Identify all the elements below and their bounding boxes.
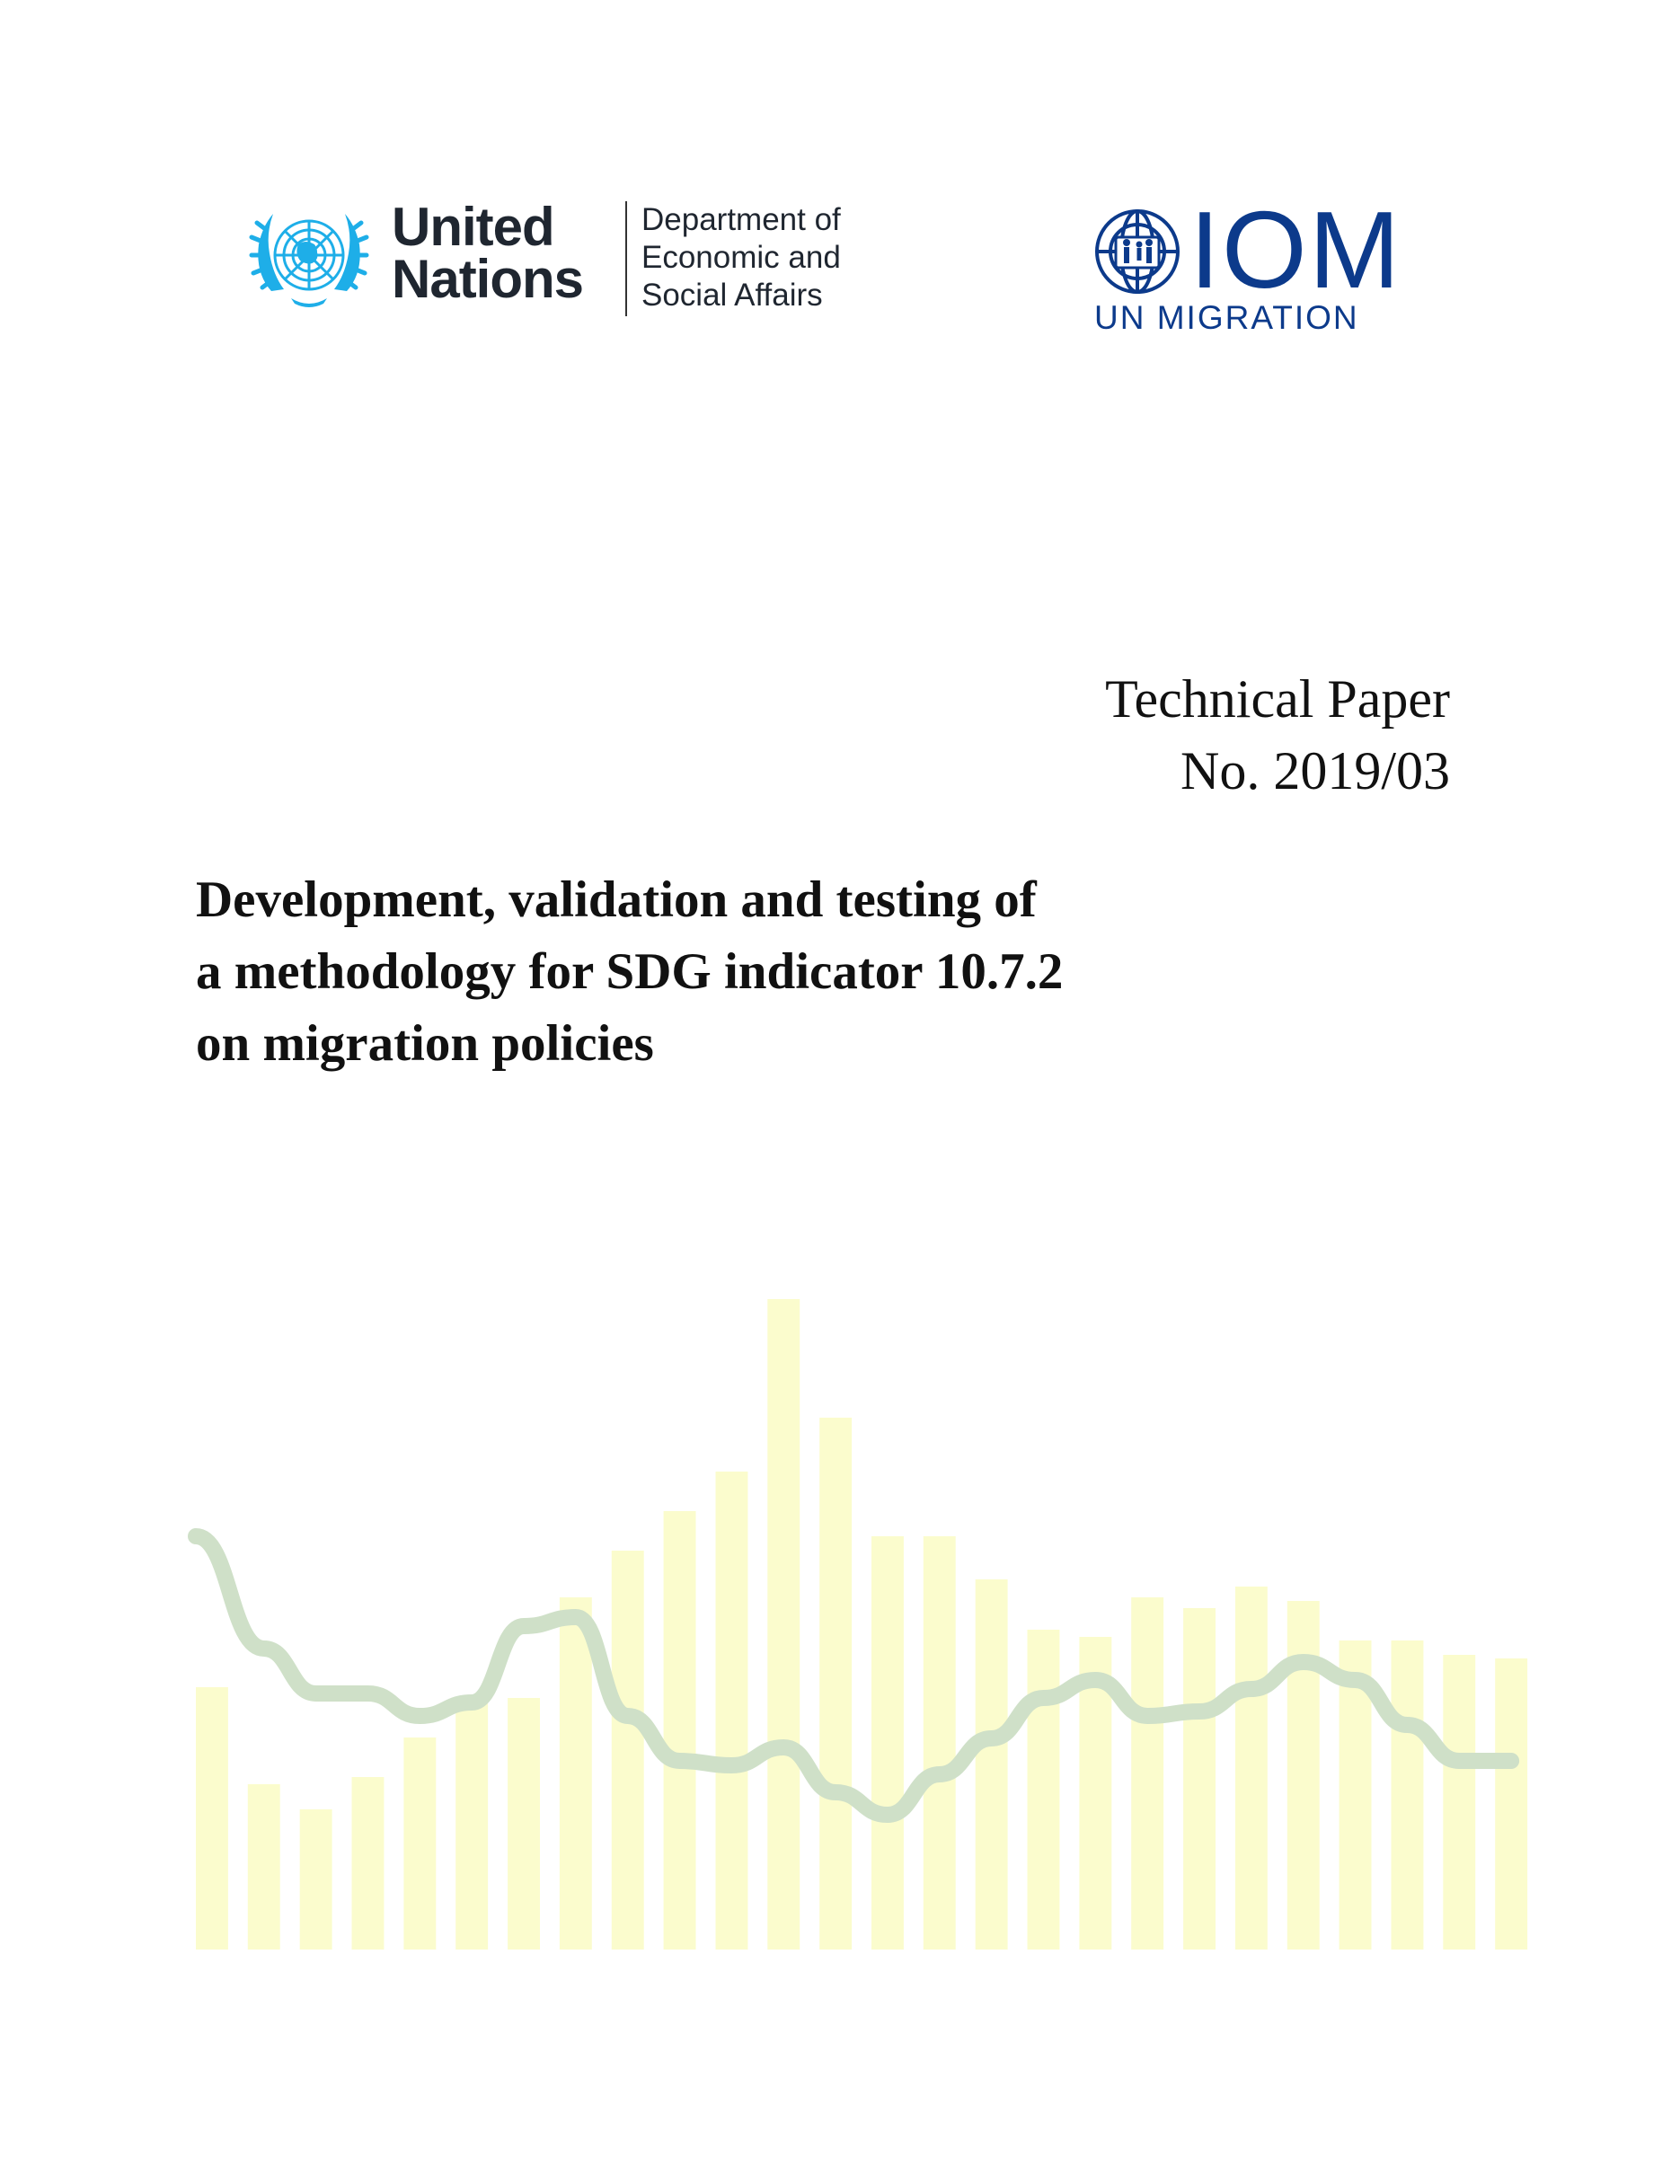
un-wordmark-line-1: United <box>392 197 554 257</box>
decorative-bar <box>1131 1597 1163 1950</box>
series-number: No. 2019/03 <box>1180 741 1450 800</box>
paper-series-label <box>1105 663 1450 807</box>
title-line-2: a methodology for SDG indicator 10.7.2 <box>196 943 1064 1000</box>
decorative-bar <box>1495 1658 1527 1950</box>
decorative-bar <box>403 1737 436 1950</box>
un-wordmark-line-2: Nations <box>392 249 584 309</box>
decorative-bar <box>1183 1608 1216 1950</box>
department-line-1: Department of <box>641 202 841 237</box>
department-name <box>641 201 841 314</box>
decorative-bar <box>664 1511 696 1950</box>
decorative-bar <box>819 1418 852 1950</box>
decorative-bar <box>976 1579 1008 1950</box>
iom-tagline: UN MIGRATION <box>1094 299 1359 336</box>
iom-wordmark: IOM <box>1189 189 1402 311</box>
decorative-bar <box>1235 1587 1268 1950</box>
department-line-3: Social Affairs <box>641 278 823 313</box>
document-title <box>196 864 1364 1080</box>
decorative-bars <box>196 1299 1527 1950</box>
decorative-bar <box>924 1536 956 1950</box>
title-line-3: on migration policies <box>196 1015 654 1072</box>
decorative-bar <box>1028 1630 1060 1950</box>
decorative-bar <box>352 1777 385 1950</box>
decorative-bar <box>716 1472 748 1950</box>
un-emblem-icon <box>244 201 375 316</box>
decorative-bar <box>560 1597 592 1950</box>
title-line-1: Development, validation and testing of <box>196 871 1037 928</box>
decorative-bar <box>871 1536 904 1950</box>
department-line-2: Economic and <box>641 240 841 275</box>
decorative-bar <box>300 1809 332 1950</box>
decorative-bar <box>1443 1655 1475 1950</box>
decorative-bar <box>455 1698 488 1950</box>
decorative-bar <box>508 1698 540 1950</box>
decorative-bar <box>767 1299 800 1950</box>
un-desa-logo <box>244 199 891 318</box>
decorative-bar <box>196 1687 228 1950</box>
decorative-bar <box>248 1784 280 1950</box>
decorative-bar <box>612 1551 644 1950</box>
logo-divider <box>625 201 627 316</box>
decorative-bar <box>1392 1640 1424 1950</box>
decorative-bar <box>1287 1601 1320 1950</box>
iom-emblem-icon <box>1092 207 1182 296</box>
series-type: Technical Paper <box>1105 669 1450 729</box>
iom-logo <box>1092 189 1416 338</box>
un-wordmark <box>392 197 584 309</box>
